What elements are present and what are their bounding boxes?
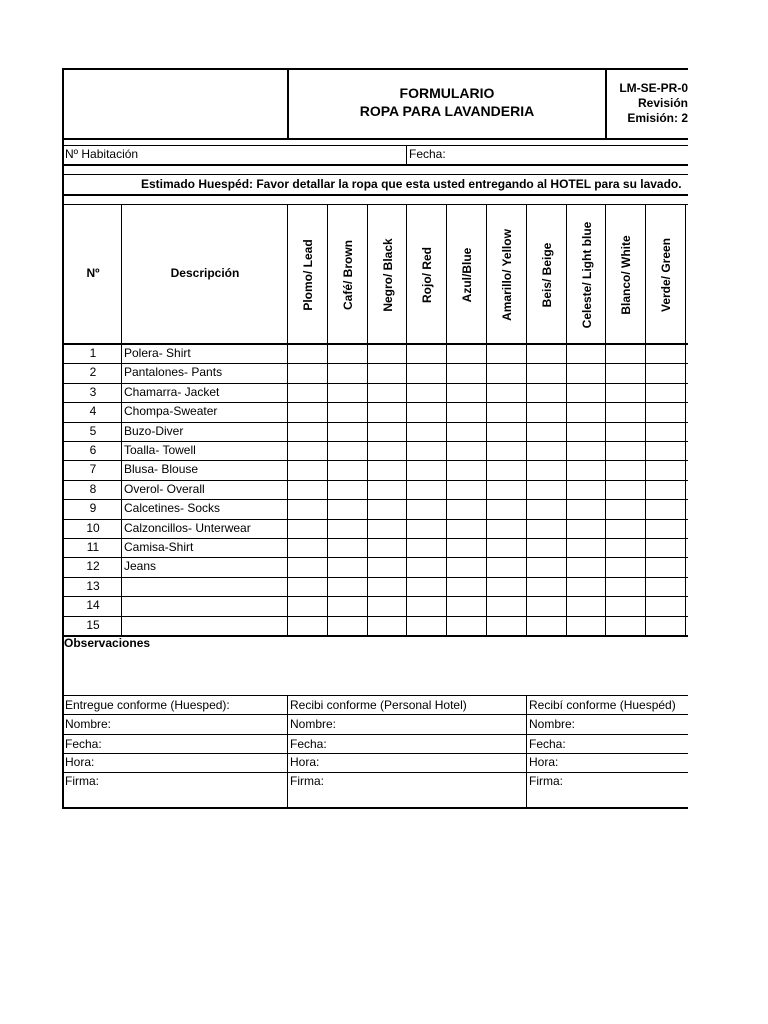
row-description: Toalla- Towell <box>124 443 196 457</box>
room-row-bottom <box>62 164 688 166</box>
color-column-header <box>527 206 567 343</box>
color-column-divider <box>526 204 527 635</box>
row-number: 3 <box>89 384 97 399</box>
color-column-divider <box>566 204 567 635</box>
guest-notice: Estimado Huespéd: Favor detallar la ropa que esta usted entregando al HOTEL para su lavado. <box>141 177 682 191</box>
color-column-label: Azul/Blue <box>460 247 475 302</box>
color-column-divider <box>446 204 447 635</box>
guest-receipt-name-label: Nombre: <box>529 717 576 731</box>
signatures-row-1 <box>62 714 688 715</box>
document-revision: Revisión <box>637 96 688 110</box>
form-subtitle: ROPA PARA LAVANDERIA <box>359 103 535 119</box>
guest-delivery-date-label: Fecha: <box>65 737 102 751</box>
row-number: 9 <box>89 501 97 516</box>
row-description: Buzo-Diver <box>124 423 184 438</box>
row-description: Camisa-Shirt <box>124 540 194 554</box>
signatures-row-4 <box>62 772 688 773</box>
signatures-divider-2 <box>526 695 527 808</box>
row-number: 2 <box>89 365 97 380</box>
row-divider <box>62 596 688 597</box>
notice-row-top <box>62 174 688 175</box>
color-column-header <box>407 206 447 343</box>
row-number: 7 <box>89 462 97 477</box>
header-bottom-border <box>62 138 688 140</box>
signatures-row-2 <box>62 734 688 735</box>
row-divider <box>62 480 688 481</box>
color-column-label: Café/ Brown <box>340 239 355 310</box>
notice-row-bottom <box>62 194 688 196</box>
date-label: Fecha: <box>409 147 446 161</box>
row-description: Pantalones- Pants <box>124 365 223 380</box>
row-number: 11 <box>86 540 100 554</box>
guest-delivery-time-label: Hora: <box>65 755 95 769</box>
row-number: 13 <box>86 578 100 593</box>
guest-delivery-signature-label: Firma: <box>65 774 99 788</box>
row-divider <box>62 383 688 384</box>
table-top-border <box>62 204 688 205</box>
room-date-divider <box>406 145 407 165</box>
row-number: 5 <box>89 423 97 438</box>
row-description: Chompa-Sweater <box>124 404 218 419</box>
row-divider <box>62 616 688 617</box>
color-column-label: Negro/ Black <box>380 237 395 312</box>
document-code-block <box>606 81 688 126</box>
row-number: 1 <box>89 346 97 360</box>
signatures-row-3 <box>62 753 688 754</box>
color-column-header <box>368 206 408 343</box>
observations-label: Observaciones <box>64 636 151 650</box>
room-row-top <box>62 145 688 146</box>
row-description: Jeans <box>124 559 157 574</box>
guest-delivery-name-label: Nombre: <box>65 717 112 731</box>
room-number-label: Nº Habitación <box>65 147 139 161</box>
color-column-label: Verde/ Green <box>659 237 674 312</box>
row-number: 14 <box>86 598 100 613</box>
number-column-header: Nº <box>86 266 100 280</box>
row-description: Overol- Overall <box>124 481 205 496</box>
row-number: 15 <box>86 617 100 632</box>
color-column-divider <box>685 204 686 635</box>
row-description: Calcetines- Socks <box>124 501 221 516</box>
staff-receipt-signature-label: Firma: <box>290 774 324 788</box>
color-column-header <box>487 206 527 343</box>
row-number: 6 <box>89 443 97 457</box>
color-column-header <box>606 206 646 343</box>
staff-receipt-name-label: Nombre: <box>290 717 337 731</box>
form-title: FORMULARIO <box>399 85 495 101</box>
guest-receipt-signature-label: Firma: <box>529 774 563 788</box>
row-description: Calzoncillos- Unterwear <box>124 520 251 535</box>
form-bottom-border <box>62 807 688 809</box>
row-divider <box>62 402 688 403</box>
row-divider <box>62 363 688 364</box>
row-description: Chamarra- Jacket <box>124 384 220 399</box>
staff-receipt-time-label: Hora: <box>290 755 320 769</box>
row-divider <box>62 557 688 558</box>
color-column-header <box>328 206 368 343</box>
color-column-label: Celeste/ Light blue <box>579 221 594 328</box>
row-divider <box>62 519 688 520</box>
color-column-header <box>567 206 607 343</box>
row-description: Polera- Shirt <box>124 346 191 360</box>
color-column-divider <box>327 204 328 635</box>
row-number: 8 <box>89 481 97 496</box>
document-code: LM-SE-PR-0 <box>619 81 688 95</box>
staff-receipt-date-label: Fecha: <box>290 737 327 751</box>
row-number: 4 <box>89 404 97 419</box>
row-description: Blusa- Blouse <box>124 462 199 477</box>
color-column-label: Beis/ Beige <box>539 242 554 307</box>
guest-receipt-date-label: Fecha: <box>529 737 566 751</box>
row-number: 12 <box>86 559 100 574</box>
row-divider <box>62 422 688 423</box>
table-bottom-border <box>62 635 688 637</box>
signatures-divider-1 <box>287 695 288 808</box>
row-divider <box>62 460 688 461</box>
row-divider <box>62 577 688 578</box>
color-column-divider <box>645 204 646 635</box>
color-column-label: Blanco/ White <box>619 234 634 315</box>
color-column-divider <box>605 204 606 635</box>
guest-receipt-header: Recibí conforme (Huespéd) <box>529 698 676 712</box>
color-column-label: Plomo/ Lead <box>301 238 315 311</box>
color-column-header <box>288 206 328 343</box>
color-column-divider <box>367 204 368 635</box>
document-issue-date: Emisión: 2 <box>627 111 688 125</box>
signatures-top-border <box>62 695 688 696</box>
row-number: 10 <box>86 520 100 535</box>
guest-receipt-time-label: Hora: <box>529 755 559 769</box>
color-column-header <box>646 206 686 343</box>
staff-receipt-header: Recibi conforme (Personal Hotel) <box>290 698 467 712</box>
row-divider <box>62 441 688 442</box>
color-column-label: Rojo/ Red <box>420 246 435 303</box>
color-column-divider <box>406 204 407 635</box>
row-divider <box>62 538 688 539</box>
color-column-label: Amarillo/ Yellow <box>500 228 514 321</box>
color-column-divider <box>486 204 487 635</box>
row-divider <box>62 499 688 500</box>
color-column-header <box>447 206 487 343</box>
header-top-border <box>62 68 688 70</box>
guest-delivery-header: Entregue conforme (Huesped): <box>65 698 230 712</box>
description-column-header: Descripción <box>170 266 240 280</box>
